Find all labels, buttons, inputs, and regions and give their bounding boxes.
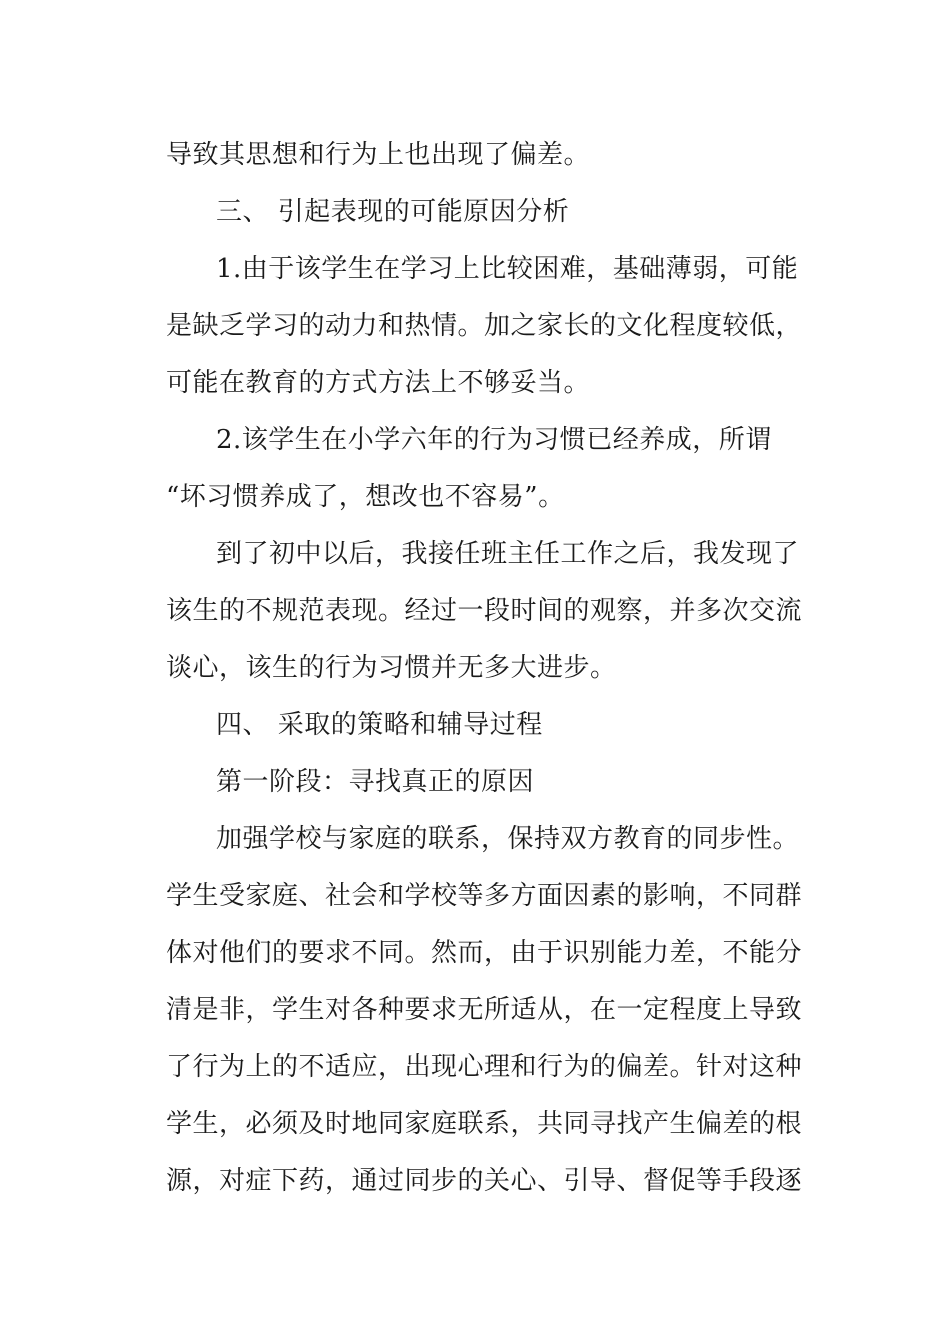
section-heading-3: 三、 引起表现的可能原因分析 xyxy=(216,197,570,227)
paragraph-line: 加强学校与家庭的联系，保持双方教育的同步性。 xyxy=(216,824,800,854)
stage-heading: 第一阶段：寻找真正的原因 xyxy=(216,767,535,797)
paragraph-line: 到了初中以后，我接任班主任工作之后，我发现了 xyxy=(216,539,800,569)
list-item-1-line: 1.由于该学生在学习上比较困难，基础薄弱，可能 xyxy=(216,254,799,284)
paragraph-line: 学生受家庭、社会和学校等多方面因素的影响，不同群 xyxy=(166,881,803,911)
section-heading-4: 四、 采取的策略和辅导过程 xyxy=(216,710,543,740)
list-item-2-line: “坏习惯养成了，想改也不容易”。 xyxy=(166,482,565,512)
paragraph-line: 谈心，该生的行为习惯并无多大进步。 xyxy=(166,653,617,683)
paragraph-line: 学生，必须及时地同家庭联系，共同寻找产生偏差的根 xyxy=(166,1109,803,1139)
body-text-line: 导致其思想和行为上也出现了偏差。 xyxy=(166,140,591,170)
paragraph-line: 体对他们的要求不同。然而，由于识别能力差，不能分 xyxy=(166,938,803,968)
paragraph-line: 了行为上的不适应，出现心理和行为的偏差。针对这种 xyxy=(166,1052,803,1082)
paragraph-line: 清是非，学生对各种要求无所适从，在一定程度上导致 xyxy=(166,995,803,1025)
list-item-2-line: 2.该学生在小学六年的行为习惯已经养成，所谓 xyxy=(216,425,772,455)
list-item-1-line: 是缺乏学习的动力和热情。加之家长的文化程度较低， xyxy=(166,311,803,341)
paragraph-line: 源，对症下药，通过同步的关心、引导、督促等手段逐 xyxy=(166,1166,803,1196)
paragraph-line: 该生的不规范表现。经过一段时间的观察，并多次交流 xyxy=(166,596,803,626)
list-item-1-line: 可能在教育的方式方法上不够妥当。 xyxy=(166,368,591,398)
